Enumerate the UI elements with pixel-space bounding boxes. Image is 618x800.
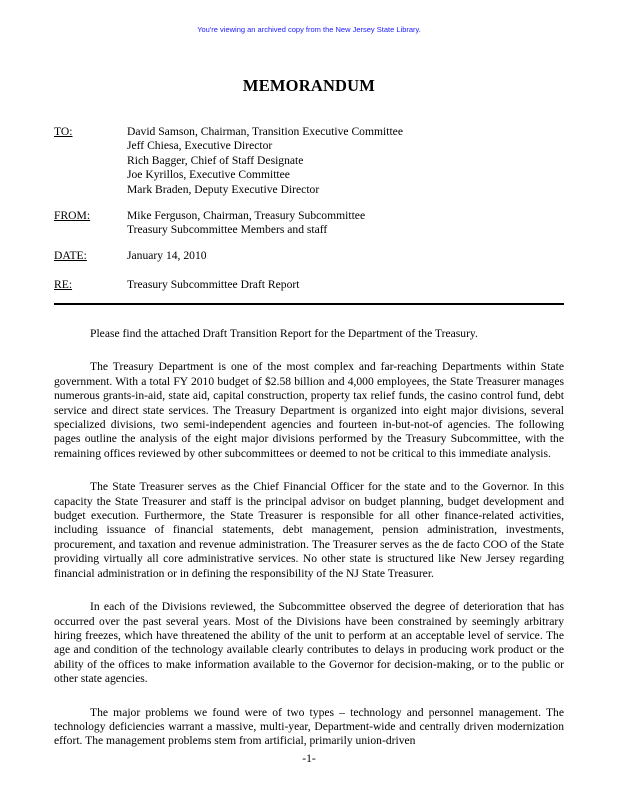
page-number: -1- bbox=[302, 752, 316, 765]
header-divider bbox=[54, 303, 564, 305]
re-label: RE: bbox=[54, 278, 73, 291]
body-paragraph: The major problems we found were of two types – technology and personnel management. The technology deficiencies warrant a massive, multi-year, Department-wide and centrally driven modernization effort. The management problems stem from artificial, primarily union-driven bbox=[54, 705, 564, 748]
recipient-line: Mark Braden, Deputy Executive Director bbox=[127, 182, 320, 196]
subject-value: Treasury Subcommittee Draft Report bbox=[127, 278, 300, 291]
to-recipients bbox=[127, 125, 557, 197]
memo-body bbox=[54, 327, 564, 768]
body-paragraph: In each of the Divisions reviewed, the Subcommittee observed the degree of deterioration that has occurred over the past several years. Most of the Divisions have been constrained by seemingly arbitrary hiring freezes, which have threatened the ability of the unit to perform at an acceptable level of service. The age and condition of the technology available clearly contributes to delays in producing work product or the ability of the offices to make information available to the Governor for decision-making, or to the public or other state agencies. bbox=[54, 600, 564, 686]
date-value: January 14, 2010 bbox=[127, 249, 207, 262]
recipient-line: David Samson, Chairman, Transition Executive Committee bbox=[127, 125, 403, 138]
sender-line: Mike Ferguson, Chairman, Treasury Subcommittee bbox=[127, 209, 366, 222]
recipient-line: Joe Kyrillos, Executive Committee bbox=[127, 168, 290, 182]
body-paragraph: The Treasury Department is one of the most complex and far-reaching Departments within State government. With a total FY 2010 budget of $2.58 billion and 4,000 employees, the State Treasurer manages numerous grants-in-aid, state aid, capital construction, property tax relief funds, the casino control fund, debt service and direct state services. The Treasury Department is organized into eight major divisions, several specialized divisions, two semi-independent agencies and fourteen in-but-not-of agencies. The following pages outline the analysis of the eight major divisions performed by the Treasury Subcommittee, with the remaining offices reviewed by other subcommittees or deemed to not be critical to this immediate analysis. bbox=[54, 360, 564, 460]
body-paragraph: Please find the attached Draft Transition Report for the Department of the Treasury. bbox=[90, 327, 478, 340]
body-paragraph: The State Treasurer serves as the Chief Financial Officer for the state and to the Governor. In this capacity the State Treasurer and staff is the principal advisor on budget planning, budget development and budget execution. Furthermore, the State Treasurer is responsible for all other finance-related activities, including issuance of financial statements, debt management, pension administration, investments, procurement, and taxation and revenue administration. The Treasurer serves as the de facto COO of the State providing virtually all core administrative services. No other state is structured like New Jersey regarding financial administration or in defining the responsibility of the NJ State Treasurer. bbox=[54, 480, 564, 580]
recipient-line: Jeff Chiesa, Executive Director bbox=[127, 139, 273, 153]
date-label: DATE: bbox=[54, 249, 87, 262]
sender-line: Treasury Subcommittee Members and staff bbox=[127, 223, 328, 237]
from-label: FROM: bbox=[54, 209, 91, 222]
recipient-line: Rich Bagger, Chief of Staff Designate bbox=[127, 153, 304, 167]
to-label: TO: bbox=[54, 125, 73, 138]
archive-banner: You're viewing an archived copy from the New Jersey State Library. bbox=[197, 25, 421, 34]
from-senders bbox=[127, 209, 557, 238]
page-title: MEMORANDUM bbox=[242, 76, 376, 95]
